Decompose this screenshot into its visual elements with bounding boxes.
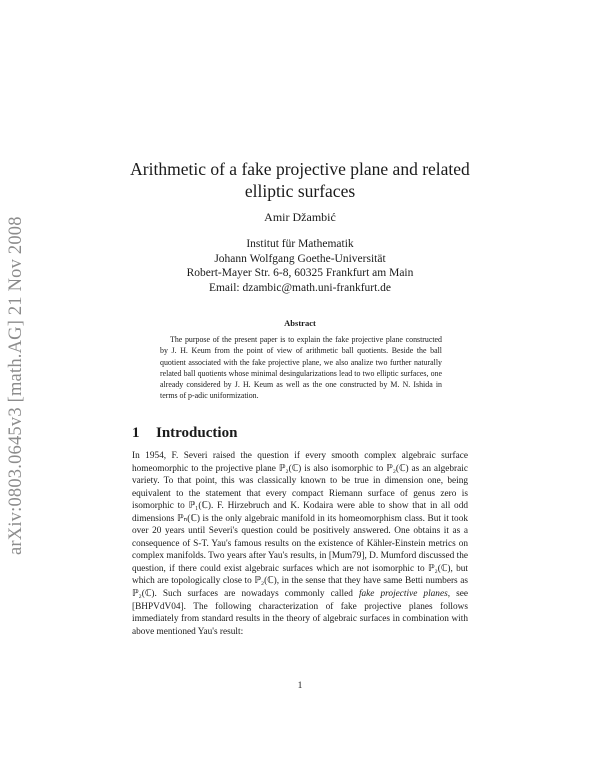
author-name: Amir Džambić — [264, 210, 336, 224]
intro-text-end: , see [BHPVdV04]. The following characterization of fake projective planes follows immediately from standard results in the theory of algebraic surfaces in combination with above mentioned Yau's result: — [132, 589, 468, 637]
arxiv-stamp: arXiv:0803.0645v3 [math.AG] 21 Nov 2008 — [6, 216, 26, 556]
paper-title: Arithmetic of a fake projective plane and related elliptic surfaces — [130, 159, 470, 201]
university: Johann Wolfgang Goethe-Universität — [214, 252, 386, 265]
affiliation-block — [150, 237, 450, 295]
page-number: 1 — [297, 681, 303, 691]
institute: Institut für Mathematik — [246, 238, 354, 250]
section-heading — [132, 425, 472, 442]
section-title: Introduction — [156, 425, 238, 441]
intro-paragraph — [132, 450, 468, 638]
intro-emphasis: fake projective planes — [358, 589, 448, 600]
email: Email: dzambic@math.uni-frankfurt.de — [208, 281, 392, 294]
section-number: 1 — [132, 425, 140, 441]
address: Robert-Mayer Str. 6-8, 60325 Frankfurt am Main — [186, 267, 414, 279]
abstract-text: The purpose of the present paper is to explain the fake projective plane constructed by J. H. Keum from the point of view of arithmetic ball quotients. Beside the ball quotient associated with the fake projective plane, we also analize two further naturally related ball quotients whose minimal desingularizations lead to two elliptic surfaces, one already considered by J. H. Keum as well as the one constructed by M. N. Ishida in terms of p-adic uniformization. — [160, 335, 442, 401]
abstract-heading: Abstract — [284, 318, 316, 328]
intro-text-start: In 1954, F. Severi raised the question if every smooth complex algebraic surface homeomorphic to the projective plane ℙ₂(ℂ) is also isomorphic to ℙ₂(ℂ) as an algebraic variety. To that point, this was classically known to be true in dimension one, being equivalent to the statement that every compact Riemann surface of genus zero is isomorphic to ℙ₁(ℂ). F. Hirzebruch and K. Kodaira were able to show that in all odd dimensions ℙₙ(ℂ) is the only algebraic manifold in its homeomorphism class. But it took over 20 years until Severi's question could be positively answered. One obtains it as a consequence of S-T. Yau's famous results on the existence of Kähler-Einstein metrics on complex manifolds. Two years after Yau's results, in [Mum79], D. Mumford discussed the question, if there could exist algebraic surfaces which are not isomorphic to ℙ₂(ℂ), but which are topologically close to ℙ₂(ℂ), in the sense that they have same Betti numbers as ℙ₂(ℂ). Such surfaces are nowadays commonly called — [132, 451, 468, 600]
